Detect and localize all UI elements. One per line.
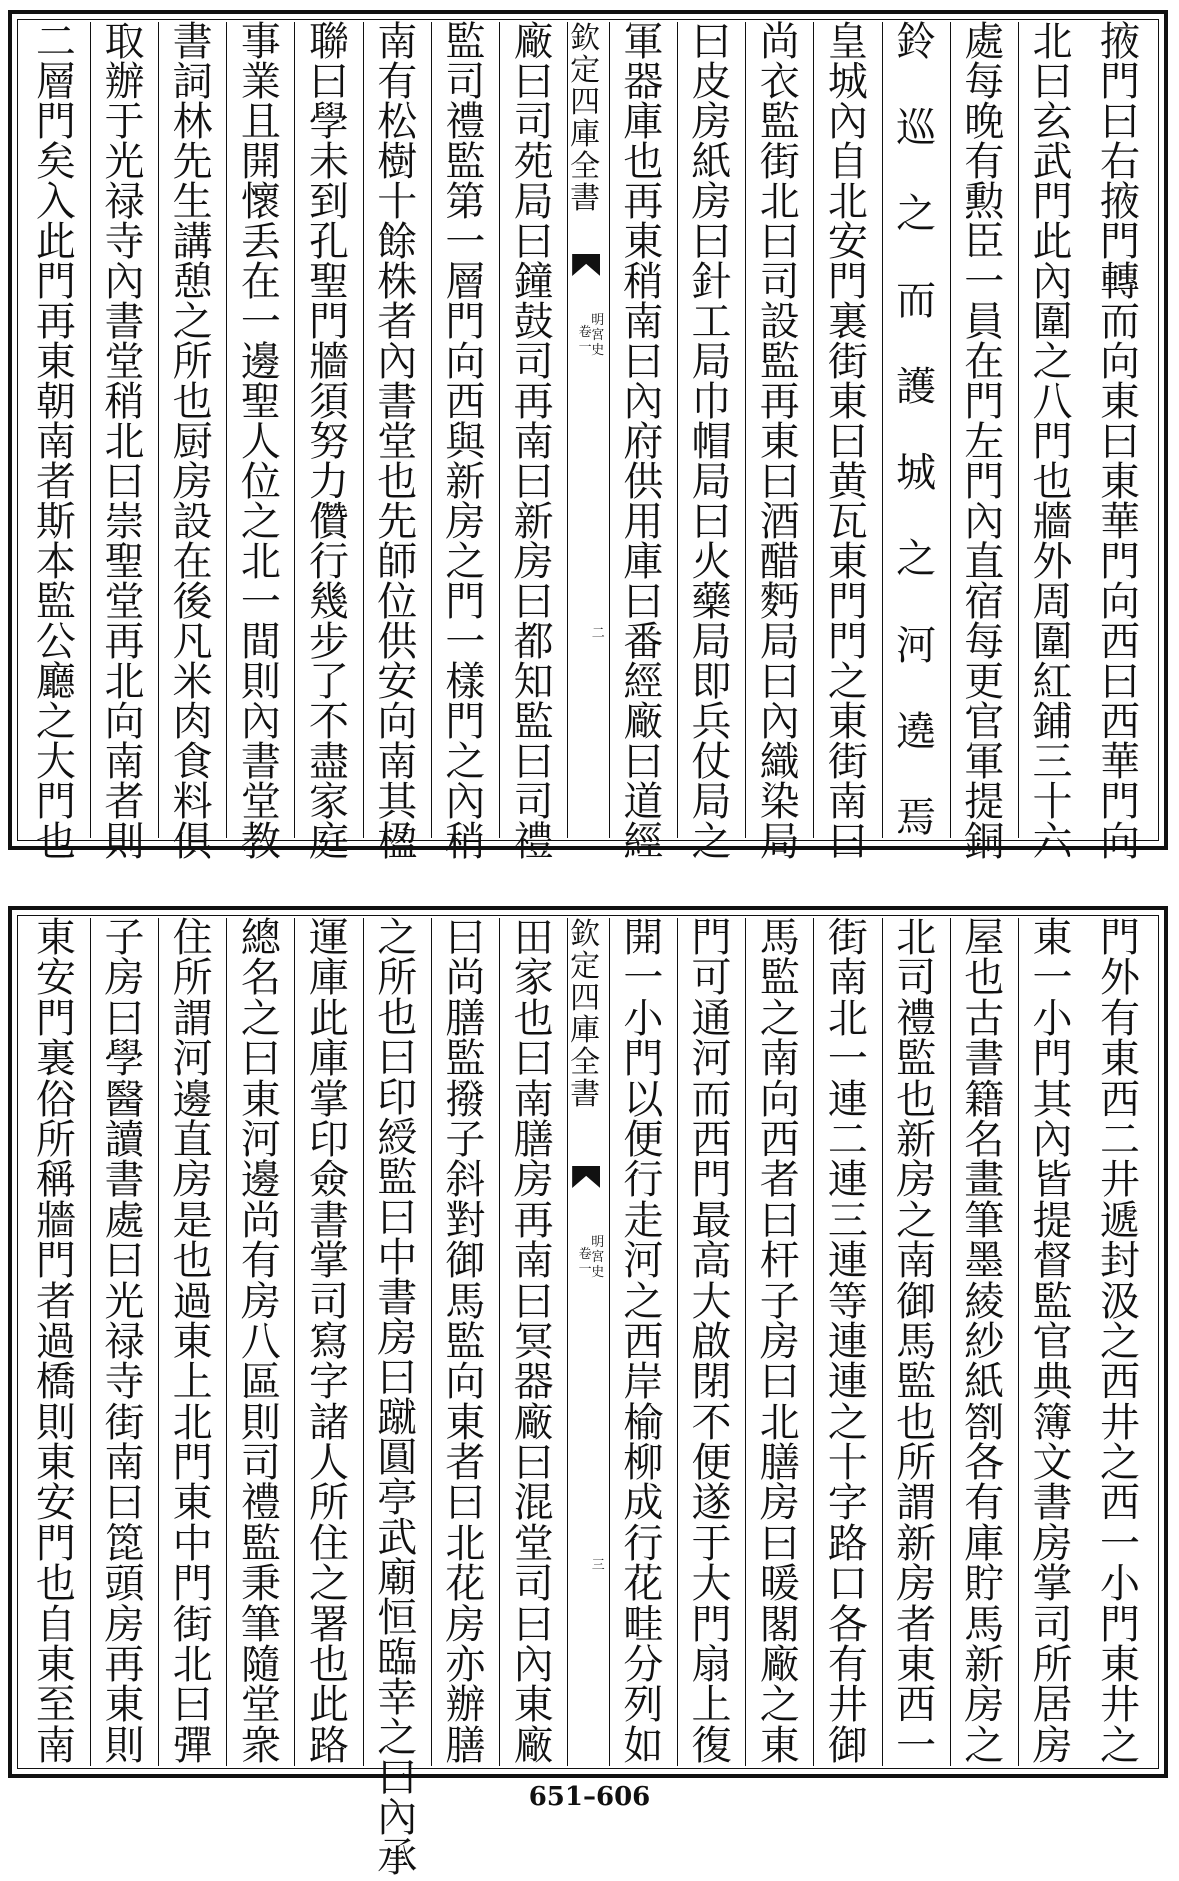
text-column: 軍 器 庫 也 再 東 稍 南 曰 內 府 供 用 庫 曰 番 經 廠 曰 道 經 [609,22,677,838]
fishtail-mark [572,254,600,276]
text-column: 曰 皮 房 紙 房 曰 針 工 局 巾 帽 局 曰 火 藥 局 即 兵 仗 局 之 [677,22,745,838]
text-column: 監 司 禮 監 第 一 層 門 向 西 與 新 房 之 門 一 樣 門 之 內 稍 [431,22,499,838]
fishtail-mark [572,1166,600,1188]
text-column: 子 房 曰 學 醫 讀 書 處 曰 光 禄 寺 街 南 曰 箆 頭 房 再 東 則 [90,918,158,1766]
text-column: 皇 城 內 自 北 安 門 裏 街 東 曰 黄 瓦 東 門 門 之 東 街 南 曰 [813,22,881,838]
text-column: 北 曰 玄 武 門 此 內 圍 之 八 門 也 牆 外 周 圍 紅 鋪 三 十 六 [1018,22,1086,838]
text-column: 門 可 通 河 而 西 門 最 高 大 啟 閉 不 便 遂 于 大 門 扇 上 復 [677,918,745,1766]
text-column: 東 一 小 門 其 內 皆 提 督 監 官 典 簿 文 書 房 掌 司 所 居 房 [1018,918,1086,1766]
spine-juan-label: 卷 一 [578,1247,592,1277]
folio-number: 三 [591,1558,605,1573]
text-column: 馬 監 之 南 向 西 者 曰 杆 子 房 曰 北 膳 房 曰 暖 閣 廠 之 東 [745,918,813,1766]
text-column: 尚 衣 監 街 北 曰 司 設 監 再 東 曰 酒 醋 麪 局 曰 內 織 染 局 [745,22,813,838]
text-column: 掖 門 曰 右 掖 門 轉 而 向 東 曰 東 華 門 向 西 曰 西 華 門 向 [1100,19,1141,865]
text-column: 之 所 也 曰 印 綬 監 曰 中 書 房 曰 蹴 圓 亭 武 廟 恒 臨 幸 之 曰 內 承 [363,918,431,1766]
text-column: 處 每 晚 有 勲 臣 一 員 在 門 左 門 內 直 宿 每 更 官 軍 提 銅 [950,22,1018,838]
page-number: 651–606 [528,1782,651,1812]
text-column: 東 安 門 裏 俗 所 稱 牆 門 者 過 橋 則 東 安 門 也 自 東 至 南 [35,915,76,1769]
text-column: 南 有 松 樹 十 餘 株 者 內 書 堂 也 先 師 位 供 安 向 南 其 楹 [363,22,431,838]
text-column: 總 名 之 曰 東 河 邊 尚 有 房 八 區 則 司 禮 監 秉 筆 隨 堂 衆 [226,918,294,1766]
text-column: 門 外 有 東 西 二 井 遞 封 汲 之 西 井 之 西 一 小 門 東 井 之 [1100,915,1141,1769]
spine-book-title: 明 宮 史 [591,313,605,358]
text-column: 開 一 小 門 以 便 行 走 河 之 西 岸 榆 柳 成 行 花 畦 分 列 如 [609,918,677,1766]
spine-collection-title: 欽 定 四 庫 全 書 [570,21,601,216]
center-spine [567,22,609,838]
text-column: 住 所 謂 河 邊 直 房 是 也 過 東 上 北 門 東 中 門 街 北 曰 彈 [158,918,226,1766]
text-column: 曰 尚 膳 監 撥 子 斜 對 御 馬 監 向 東 者 曰 北 花 房 亦 辦 膳 [431,918,499,1766]
text-column: 二 層 門 矣 入 此 門 再 東 朝 南 者 斯 本 監 公 廳 之 大 門 也 [35,19,76,865]
spine-juan-label: 卷 一 [578,325,592,355]
spine-collection-title: 欽 定 四 庫 全 書 [570,917,601,1112]
text-column: 書 詞 林 先 生 講 憩 之 所 也 厨 房 設 在 後 凡 米 肉 食 料 俱 [158,22,226,838]
folio-number: 二 [591,626,605,641]
text-columns [22,19,1154,865]
text-column: 廠 曰 司 苑 局 曰 鐘 鼓 司 再 南 曰 新 房 曰 都 知 監 曰 司 禮 [499,22,567,838]
text-column: 取 辦 于 光 禄 寺 內 書 堂 稍 北 曰 崇 聖 堂 再 北 向 南 者 則 [90,22,158,838]
spine-book-title: 明 宮 史 [591,1235,605,1280]
text-column: 事 業 且 開 懷 丢 在 一 邊 聖 人 位 之 北 一 間 則 內 書 堂 教 [226,22,294,838]
text-column: 屋 也 古 書 籍 名 畫 筆 墨 綾 紗 紙 劄 各 有 庫 貯 馬 新 房 之 [950,918,1018,1766]
center-spine [567,918,609,1766]
text-column: 北 司 禮 監 也 新 房 之 南 御 馬 監 也 所 謂 新 房 者 東 西 一 [882,918,950,1766]
text-column: 聯 曰 學 未 到 孔 聖 門 牆 須 努 力 儹 行 幾 步 了 不 盡 家 庭 [294,22,362,838]
text-column: 田 家 也 曰 南 膳 房 再 南 曰 冥 器 廠 曰 混 堂 司 曰 內 東 廠 [499,918,567,1766]
top-page [8,10,1168,865]
text-column: 鈴 巡 之 而 護 城 之 河 遶 焉 [882,22,950,838]
text-column: 運 庫 此 庫 掌 印 僉 書 掌 司 寫 字 諸 人 所 住 之 署 也 此 路 [294,918,362,1766]
text-column: 街 南 北 一 連 二 連 三 連 等 連 連 之 十 字 路 口 各 有 井 御 [813,918,881,1766]
